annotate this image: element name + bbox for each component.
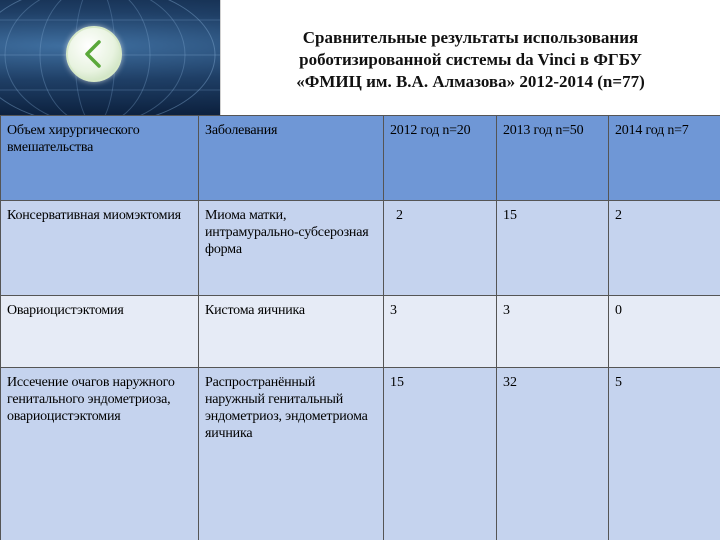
title-line-3: «ФМИЦ им. В.А. Алмазова» 2012-2014 (n=77): [296, 71, 645, 91]
cell-procedure: Иссечение очагов наружного генитального эндометриоза, овариоцистэктомия: [1, 368, 199, 540]
cell-procedure: Овариоцистэктомия: [1, 296, 199, 368]
cell-procedure: Консервативная миомэктомия: [1, 201, 199, 296]
cell-2013: 15: [497, 201, 609, 296]
cell-disease: Кистома яичника: [199, 296, 384, 368]
cell-2012: 2: [384, 201, 497, 296]
table-row: [1, 201, 720, 296]
cell-2014: 5: [609, 368, 720, 540]
cell-2014: 2: [609, 201, 720, 296]
header-procedure: Объем хирургического вмешательства: [1, 116, 199, 201]
chevron-left-icon: [81, 39, 107, 69]
slide-header: [0, 0, 720, 115]
header-2013: 2013 год n=50: [497, 116, 609, 201]
title-panel: [220, 0, 720, 115]
results-table: [0, 115, 720, 540]
cell-2013: 32: [497, 368, 609, 540]
cell-disease: Миома матки, интрамурально-субсерозная форма: [199, 201, 384, 296]
title-line-1: Сравнительные результаты использования: [302, 27, 639, 47]
table-header-row: [1, 116, 720, 201]
cell-2012: 15: [384, 368, 497, 540]
table-row: [1, 368, 720, 540]
table-row: [1, 296, 720, 368]
cell-disease: Распространённый наружный генитальный эндометриоз, эндометриома яичника: [199, 368, 384, 540]
cell-2012: 3: [384, 296, 497, 368]
header-2014: 2014 год n=7: [609, 116, 720, 201]
cell-2014: 0: [609, 296, 720, 368]
cell-2013: 3: [497, 296, 609, 368]
header-disease: Заболевания: [199, 116, 384, 201]
title-line-2: роботизированной системы da Vinci в ФГБУ: [299, 49, 642, 69]
header-2012: 2012 год n=20: [384, 116, 497, 201]
back-button[interactable]: [66, 26, 122, 82]
